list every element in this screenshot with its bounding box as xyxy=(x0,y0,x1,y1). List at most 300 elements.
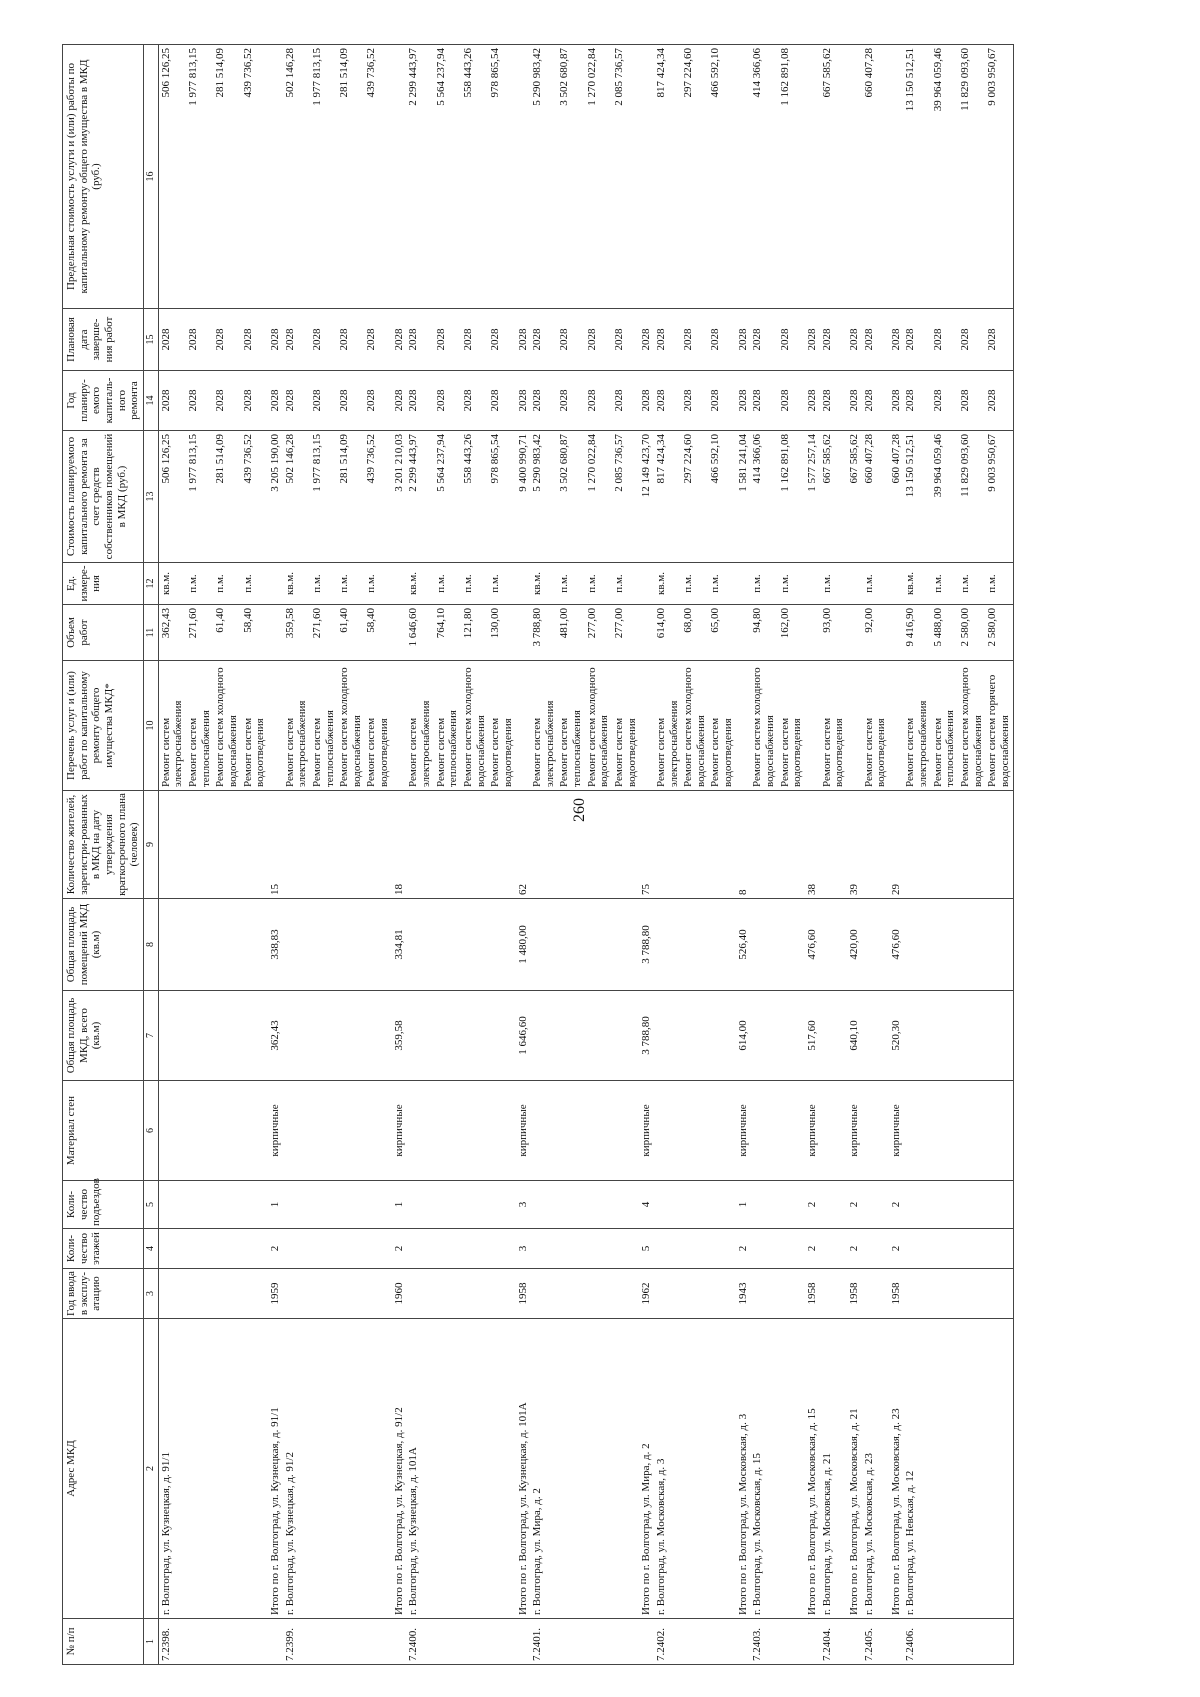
cost: 297 224,60 xyxy=(681,431,708,563)
repair-year: 2028 xyxy=(736,371,751,431)
cell-empty xyxy=(364,791,391,899)
cell-empty xyxy=(241,1269,268,1319)
address: г. Волгоград, ул. Мира, д. 2 xyxy=(530,1319,557,1619)
build-year: 1960 xyxy=(392,1269,407,1319)
row-number: 7.2406. xyxy=(903,1619,930,1665)
table-row xyxy=(213,45,240,1665)
cell-empty xyxy=(392,563,407,605)
column-number: 8 xyxy=(143,899,158,991)
address xyxy=(612,1319,639,1619)
work-volume: 58,40 xyxy=(241,605,268,661)
cell-empty xyxy=(337,1229,364,1269)
cell-empty xyxy=(958,1081,985,1181)
rotated-page xyxy=(62,45,1112,1665)
work-type: Ремонт систем водоотведения xyxy=(612,661,639,791)
row-number: 7.2401. xyxy=(530,1619,557,1665)
repair-year: 2028 xyxy=(862,371,889,431)
residents: 8 xyxy=(736,791,751,899)
column-number: 11 xyxy=(143,605,158,661)
work-volume: 271,60 xyxy=(310,605,337,661)
completion-date: 2028 xyxy=(241,309,268,371)
address xyxy=(958,1319,985,1619)
entrances: 2 xyxy=(889,1181,904,1229)
premises-area: 1 480,00 xyxy=(516,899,531,991)
repair-year: 2028 xyxy=(958,371,985,431)
premises-area: 476,60 xyxy=(805,899,820,991)
table-row xyxy=(708,45,735,1665)
completion-date: 2028 xyxy=(862,309,889,371)
repair-year: 2028 xyxy=(434,371,461,431)
completion-date: 2028 xyxy=(681,309,708,371)
work-volume: 3 788,80 xyxy=(530,605,557,661)
cell-empty xyxy=(639,563,654,605)
cell-empty xyxy=(750,899,777,991)
work-type: Ремонт систем холодного водоснабжения xyxy=(585,661,612,791)
row-number xyxy=(708,1619,735,1665)
cell-empty xyxy=(985,1269,1013,1319)
work-volume: 9 416,90 xyxy=(903,605,930,661)
column-header: Плановая дата заверше-ния работ xyxy=(63,309,144,371)
table-row xyxy=(364,45,391,1665)
table-row xyxy=(241,45,268,1665)
cost: 1 162 891,08 xyxy=(778,431,805,563)
cell-empty xyxy=(337,991,364,1081)
cell-empty xyxy=(985,899,1013,991)
cell-empty xyxy=(985,991,1013,1081)
cell-empty xyxy=(903,1229,930,1269)
row-number xyxy=(310,1619,337,1665)
cell-empty xyxy=(158,1081,186,1181)
residents: 39 xyxy=(847,791,862,899)
build-year: 1958 xyxy=(516,1269,531,1319)
cell-empty xyxy=(985,1081,1013,1181)
cell-empty xyxy=(530,791,557,899)
work-volume: 61,40 xyxy=(213,605,240,661)
cell-empty xyxy=(392,1619,407,1665)
limit-cost: 660 407,28 xyxy=(862,45,889,309)
cell-empty xyxy=(158,791,186,899)
work-volume: 2 580,00 xyxy=(985,605,1013,661)
cell-empty xyxy=(958,991,985,1081)
unit: п.м. xyxy=(778,563,805,605)
completion-date: 2028 xyxy=(364,309,391,371)
cell-empty xyxy=(364,1181,391,1229)
cell-empty xyxy=(805,1619,820,1665)
completion-date: 2028 xyxy=(736,309,751,371)
table-row xyxy=(158,45,186,1665)
capital-repair-table xyxy=(62,44,1014,1665)
cell-empty xyxy=(461,1269,488,1319)
cell-empty xyxy=(889,563,904,605)
total-label: Итого по г. Волгоград, ул. Мира, д. 2 xyxy=(639,1319,654,1619)
cell-empty xyxy=(805,45,820,309)
cell-empty xyxy=(654,991,681,1081)
row-number: 7.2404. xyxy=(820,1619,847,1665)
cell-empty xyxy=(708,991,735,1081)
work-type: Ремонт систем электроснабжения xyxy=(654,661,681,791)
column-header: Общая площадь МКД, всего (кв.м) xyxy=(63,991,144,1081)
cell-empty xyxy=(612,1081,639,1181)
cell-empty xyxy=(805,605,820,661)
total-area: 1 646,60 xyxy=(516,991,531,1081)
total-label: Итого по г. Волгоград, ул. Кузнецкая, д. 91/2 xyxy=(392,1319,407,1619)
column-number: 10 xyxy=(143,661,158,791)
cost: 9 003 950,67 xyxy=(985,431,1013,563)
cell-empty xyxy=(488,1181,515,1229)
cell-empty xyxy=(158,1229,186,1269)
cell-empty xyxy=(557,791,584,899)
entrances: 3 xyxy=(516,1181,531,1229)
completion-date: 2028 xyxy=(708,309,735,371)
table-row xyxy=(750,45,777,1665)
cell-empty xyxy=(406,1229,433,1269)
address: г. Волгоград, ул. Кузнецкая, д. 91/1 xyxy=(158,1319,186,1619)
cell-empty xyxy=(820,1269,847,1319)
work-volume: 1 646,60 xyxy=(406,605,433,661)
cell-empty xyxy=(612,1229,639,1269)
cell-empty xyxy=(847,605,862,661)
cell-empty xyxy=(862,1181,889,1229)
cell-empty xyxy=(364,899,391,991)
row-number xyxy=(985,1619,1013,1665)
unit: п.м. xyxy=(186,563,213,605)
table-row xyxy=(958,45,985,1665)
cell-empty xyxy=(461,1081,488,1181)
build-year: 1958 xyxy=(805,1269,820,1319)
cell-empty xyxy=(434,1229,461,1269)
completion-date: 2028 xyxy=(213,309,240,371)
cell-empty xyxy=(778,1081,805,1181)
table-row xyxy=(434,45,461,1665)
floors: 2 xyxy=(889,1229,904,1269)
cost: 439 736,52 xyxy=(241,431,268,563)
cell-empty xyxy=(903,1181,930,1229)
cell-empty xyxy=(708,1229,735,1269)
unit: кв.м. xyxy=(903,563,930,605)
column-number: 6 xyxy=(143,1081,158,1181)
cell-empty xyxy=(406,1269,433,1319)
work-volume: 5 488,00 xyxy=(931,605,958,661)
column-number: 4 xyxy=(143,1229,158,1269)
cell-empty xyxy=(585,1229,612,1269)
cell-empty xyxy=(820,1081,847,1181)
premises-area: 3 788,80 xyxy=(639,899,654,991)
address xyxy=(585,1319,612,1619)
cell-empty xyxy=(158,899,186,991)
address: г. Волгоград, ул. Московская, д. 21 xyxy=(820,1319,847,1619)
completion-date: 2028 xyxy=(612,309,639,371)
cell-empty xyxy=(434,791,461,899)
cell-empty xyxy=(406,899,433,991)
address xyxy=(337,1319,364,1619)
cost: 1 977 813,15 xyxy=(186,431,213,563)
cell-empty xyxy=(268,563,283,605)
cell-empty xyxy=(778,1269,805,1319)
cell-empty xyxy=(847,1619,862,1665)
completion-date: 2028 xyxy=(461,309,488,371)
work-volume: 614,00 xyxy=(654,605,681,661)
cell-empty xyxy=(213,1269,240,1319)
unit: кв.м. xyxy=(158,563,186,605)
cell-empty xyxy=(585,899,612,991)
limit-cost: 1 162 891,08 xyxy=(778,45,805,309)
floors: 2 xyxy=(847,1229,862,1269)
cost: 5 290 983,42 xyxy=(530,431,557,563)
cost: 5 564 237,94 xyxy=(434,431,461,563)
cell-empty xyxy=(862,991,889,1081)
address xyxy=(310,1319,337,1619)
cell-empty xyxy=(406,1081,433,1181)
limit-cost: 9 003 950,67 xyxy=(985,45,1013,309)
column-header: Объем работ xyxy=(63,605,144,661)
cell-empty xyxy=(364,1269,391,1319)
completion-date: 2028 xyxy=(158,309,186,371)
cell-empty xyxy=(530,1269,557,1319)
address: г. Волгоград, ул. Кузнецкая, д. 101А xyxy=(406,1319,433,1619)
repair-year: 2028 xyxy=(931,371,958,431)
cell-empty xyxy=(847,563,862,605)
cell-empty xyxy=(778,899,805,991)
row-number xyxy=(958,1619,985,1665)
column-header: Предельная стоимость услуги и (или) работы по капитальному ремонту общего имущества в МКД (руб.) xyxy=(63,45,144,309)
limit-cost: 39 964 059,46 xyxy=(931,45,958,309)
row-number xyxy=(461,1619,488,1665)
table-row xyxy=(820,45,847,1665)
total-area: 520,30 xyxy=(889,991,904,1081)
cell-empty xyxy=(708,1181,735,1229)
cost: 9 400 990,71 xyxy=(516,431,531,563)
address xyxy=(213,1319,240,1619)
total-label: Итого по г. Волгоград, ул. Московская, д. 15 xyxy=(805,1319,820,1619)
build-year: 1958 xyxy=(847,1269,862,1319)
cell-empty xyxy=(310,1081,337,1181)
unit: п.м. xyxy=(750,563,777,605)
cell-empty xyxy=(213,991,240,1081)
cell-empty xyxy=(612,1181,639,1229)
cell-empty xyxy=(241,899,268,991)
cell-empty xyxy=(557,899,584,991)
cell-empty xyxy=(241,1181,268,1229)
repair-year: 2028 xyxy=(889,371,904,431)
cell-empty xyxy=(639,1619,654,1665)
work-type: Ремонт систем холодного водоснабжения xyxy=(461,661,488,791)
cell-empty xyxy=(241,1229,268,1269)
row-number: 7.2398. xyxy=(158,1619,186,1665)
column-header: Стоимость планируемого капитального ремонта за счет средств собственников помещений в МКД (руб.) xyxy=(63,431,144,563)
premises-area: 420,00 xyxy=(847,899,862,991)
column-header: Коли-чество этажей xyxy=(63,1229,144,1269)
wall-material: кирпичные xyxy=(639,1081,654,1181)
wall-material: кирпичные xyxy=(889,1081,904,1181)
work-type: Ремонт систем горячего водоснабжения xyxy=(985,661,1013,791)
work-type: Ремонт систем электроснабжения xyxy=(903,661,930,791)
cell-empty xyxy=(213,791,240,899)
cell-empty xyxy=(461,899,488,991)
wall-material: кирпичные xyxy=(268,1081,283,1181)
cell-empty xyxy=(681,791,708,899)
column-number: 7 xyxy=(143,991,158,1081)
cell-empty xyxy=(654,1229,681,1269)
cell-empty xyxy=(862,899,889,991)
work-volume: 58,40 xyxy=(364,605,391,661)
cost: 281 514,09 xyxy=(213,431,240,563)
cell-empty xyxy=(461,991,488,1081)
total-label: Итого по г. Волгоград, ул. Кузнецкая, д. 91/1 xyxy=(268,1319,283,1619)
cell-empty xyxy=(654,1269,681,1319)
cell-empty xyxy=(337,791,364,899)
completion-date: 2028 xyxy=(985,309,1013,371)
cell-empty xyxy=(820,991,847,1081)
limit-cost: 2 299 443,97 xyxy=(406,45,433,309)
cell-empty xyxy=(310,1181,337,1229)
entrances: 1 xyxy=(268,1181,283,1229)
unit: п.м. xyxy=(862,563,889,605)
cell-empty xyxy=(488,1081,515,1181)
completion-date: 2028 xyxy=(958,309,985,371)
cost: 817 424,34 xyxy=(654,431,681,563)
work-type: Ремонт систем водоотведения xyxy=(778,661,805,791)
address xyxy=(778,1319,805,1619)
address xyxy=(434,1319,461,1619)
premises-area: 476,60 xyxy=(889,899,904,991)
cell-empty xyxy=(283,1269,310,1319)
repair-year: 2028 xyxy=(158,371,186,431)
cell-empty xyxy=(310,899,337,991)
cell-empty xyxy=(612,1269,639,1319)
row-number: 7.2402. xyxy=(654,1619,681,1665)
cost: 660 407,28 xyxy=(889,431,904,563)
cell-empty xyxy=(488,991,515,1081)
repair-year: 2028 xyxy=(516,371,531,431)
cell-empty xyxy=(708,1081,735,1181)
row-number xyxy=(681,1619,708,1665)
table-row xyxy=(488,45,515,1665)
cell-empty xyxy=(310,1269,337,1319)
column-header: № п/п xyxy=(63,1619,144,1665)
cell-empty xyxy=(364,991,391,1081)
limit-cost: 558 443,26 xyxy=(461,45,488,309)
column-number: 12 xyxy=(143,563,158,605)
address xyxy=(241,1319,268,1619)
limit-cost: 439 736,52 xyxy=(241,45,268,309)
unit: п.м. xyxy=(488,563,515,605)
table-row xyxy=(186,45,213,1665)
unit: п.м. xyxy=(931,563,958,605)
cell-empty xyxy=(213,899,240,991)
cell-empty xyxy=(516,45,531,309)
cost: 439 736,52 xyxy=(364,431,391,563)
completion-date: 2028 xyxy=(268,309,283,371)
cost: 11 829 093,60 xyxy=(958,431,985,563)
cell-empty xyxy=(585,1081,612,1181)
limit-cost: 2 085 736,57 xyxy=(612,45,639,309)
row-number xyxy=(434,1619,461,1665)
build-year: 1959 xyxy=(268,1269,283,1319)
cell-empty xyxy=(488,1269,515,1319)
cell-empty xyxy=(557,1081,584,1181)
cell-empty xyxy=(820,791,847,899)
work-type: Ремонт систем холодного водоснабжения xyxy=(750,661,777,791)
repair-year: 2028 xyxy=(708,371,735,431)
cell-empty xyxy=(337,899,364,991)
work-type: Ремонт систем водоотведения xyxy=(708,661,735,791)
cell-empty xyxy=(283,991,310,1081)
table-row xyxy=(612,45,639,1665)
cell-empty xyxy=(585,991,612,1081)
table-row xyxy=(530,45,557,1665)
completion-date: 2028 xyxy=(585,309,612,371)
cell-empty xyxy=(364,1229,391,1269)
cost: 3 502 680,87 xyxy=(557,431,584,563)
entrances: 4 xyxy=(639,1181,654,1229)
residents: 75 xyxy=(639,791,654,899)
column-number: 13 xyxy=(143,431,158,563)
repair-year: 2028 xyxy=(778,371,805,431)
total-row xyxy=(736,45,751,1665)
address: г. Волгоград, ул. Московская, д. 23 xyxy=(862,1319,889,1619)
limit-cost: 667 585,62 xyxy=(820,45,847,309)
row-number xyxy=(488,1619,515,1665)
unit: кв.м. xyxy=(530,563,557,605)
cell-empty xyxy=(889,661,904,791)
cell-empty xyxy=(985,1229,1013,1269)
cell-empty xyxy=(862,1229,889,1269)
address xyxy=(708,1319,735,1619)
cell-empty xyxy=(364,1081,391,1181)
column-number: 15 xyxy=(143,309,158,371)
work-type: Ремонт систем электроснабжения xyxy=(530,661,557,791)
row-number xyxy=(612,1619,639,1665)
unit: п.м. xyxy=(681,563,708,605)
unit: п.м. xyxy=(213,563,240,605)
cost: 667 585,62 xyxy=(847,431,862,563)
cell-empty xyxy=(158,1181,186,1229)
cell-empty xyxy=(750,1181,777,1229)
cell-empty xyxy=(958,899,985,991)
entrances: 2 xyxy=(847,1181,862,1229)
entrances: 2 xyxy=(805,1181,820,1229)
cost: 1 581 241,04 xyxy=(736,431,751,563)
cell-empty xyxy=(268,1619,283,1665)
cost: 281 514,09 xyxy=(337,431,364,563)
cell-empty xyxy=(750,791,777,899)
work-type: Ремонт систем теплоснабжения xyxy=(557,661,584,791)
cell-empty xyxy=(778,791,805,899)
cell-empty xyxy=(158,1269,186,1319)
cell-empty xyxy=(516,563,531,605)
wall-material: кирпичные xyxy=(392,1081,407,1181)
repair-year: 2028 xyxy=(530,371,557,431)
cell-empty xyxy=(268,45,283,309)
completion-date: 2028 xyxy=(750,309,777,371)
cell-empty xyxy=(241,1081,268,1181)
work-volume: 65,00 xyxy=(708,605,735,661)
wall-material: кирпичные xyxy=(516,1081,531,1181)
cell-empty xyxy=(639,45,654,309)
cell-empty xyxy=(681,1229,708,1269)
unit: п.м. xyxy=(612,563,639,605)
row-number: 7.2400. xyxy=(406,1619,433,1665)
cell-empty xyxy=(283,1181,310,1229)
address xyxy=(681,1319,708,1619)
residents: 15 xyxy=(268,791,283,899)
cell-empty xyxy=(750,1269,777,1319)
cell-empty xyxy=(406,791,433,899)
premises-area: 526,40 xyxy=(736,899,751,991)
cell-empty xyxy=(736,661,751,791)
address xyxy=(488,1319,515,1619)
total-area: 362,43 xyxy=(268,991,283,1081)
